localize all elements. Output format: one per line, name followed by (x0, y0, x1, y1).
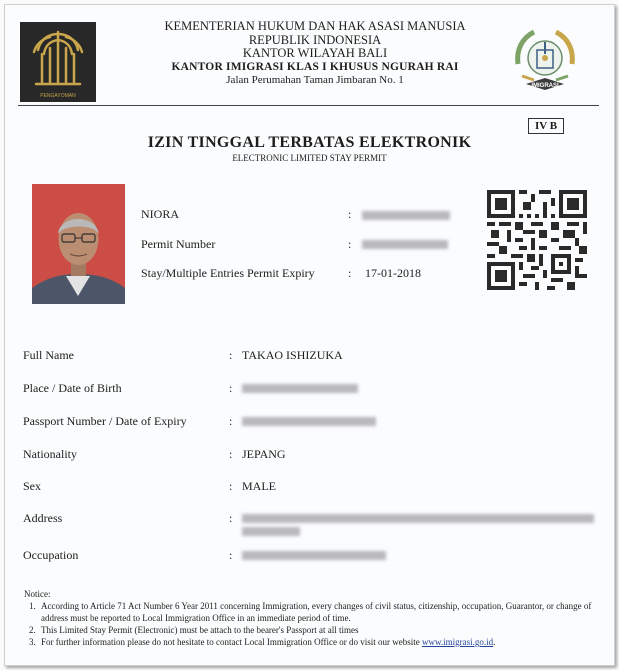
seal-caption: IMIGRASI (531, 83, 559, 89)
redacted-value (362, 240, 448, 249)
field-colon: : (348, 266, 352, 280)
field-label: Place / Date of Birth (23, 381, 122, 395)
regional-office: KANTOR WILAYAH BALI (242, 46, 388, 60)
field-colon: : (229, 548, 233, 562)
pengayoman-logo (20, 22, 96, 102)
document-subtitle: ELECTRONIC LIMITED STAY PERMIT (232, 153, 387, 163)
permit-document (4, 4, 615, 666)
field-colon: : (229, 479, 233, 493)
website-link[interactable]: www.imigrasi.go.id (421, 637, 494, 647)
redacted-value (242, 551, 386, 560)
field-label: Nationality (23, 447, 77, 461)
permit-expiry-value: 17-01-2018 (365, 266, 421, 280)
imigrasi-seal-icon (508, 24, 582, 98)
sex-value: MALE (242, 479, 276, 493)
permit-code-badge: IV B (528, 118, 564, 134)
field-label: Occupation (23, 548, 79, 562)
notice-heading: Notice: (24, 589, 51, 599)
field-label: Full Name (23, 348, 74, 362)
header-divider (18, 105, 599, 106)
redacted-value (242, 384, 358, 393)
notice-item-end: . (493, 637, 496, 647)
notice-list (24, 600, 604, 648)
notice-section (24, 588, 604, 648)
field-colon: : (348, 237, 352, 251)
office-header (130, 20, 500, 88)
field-colon: : (229, 348, 233, 362)
field-colon: : (229, 414, 233, 428)
country-name: REPUBLIK INDONESIA (248, 32, 382, 47)
field-label: Passport Number / Date of Expiry (23, 414, 187, 428)
field-label: Permit Number (141, 237, 216, 251)
banyan-tree-icon (20, 22, 96, 94)
field-colon: : (348, 207, 352, 221)
immigration-office: KANTOR IMIGRASI KLAS I KHUSUS NGURAH RAI (171, 60, 459, 73)
full-name-value: TAKAO ISHIZUKA (242, 348, 343, 362)
redacted-value (242, 527, 300, 536)
holder-photo (32, 184, 125, 304)
field-colon: : (229, 511, 233, 525)
ministry-name: KEMENTERIAN HUKUM DAN HAK ASASI MANUSIA (164, 19, 466, 33)
office-address: Jalan Perumahan Taman Jimbaran No. 1 (226, 74, 404, 86)
notice-item-text: For further information please do not hesitate to contact Local Immigration Office or do visit our website (41, 637, 420, 647)
document-title: IZIN TINGGAL TERBATAS ELEKTRONIK (147, 134, 472, 151)
notice-item: 2. This Limited Stay Permit (Electronic) must be attach to the bearer's Passport at all times (38, 624, 604, 636)
field-label: Stay/Multiple Entries Permit Expiry (141, 266, 315, 280)
field-label: Address (23, 511, 63, 525)
field-colon: : (229, 447, 233, 461)
nationality-value: JEPANG (242, 447, 286, 461)
person-portrait-icon (32, 184, 125, 304)
qr-code-icon (487, 190, 587, 290)
field-label: Sex (23, 479, 41, 493)
redacted-value (242, 514, 594, 523)
redacted-value (242, 417, 376, 426)
notice-item (38, 636, 604, 648)
field-label: NIORA (141, 207, 179, 221)
logo-caption: PENGAYOMAN (40, 93, 76, 99)
field-colon: : (229, 381, 233, 395)
redacted-value (362, 211, 450, 220)
notice-item: 1. According to Article 71 Act Number 6 Year 2011 concerning Immigration, every changes of civil status, citizenship, occupation, Guarantor, or change of address must be reported to Local Immigration Office in an immediate period of time. (38, 600, 604, 624)
